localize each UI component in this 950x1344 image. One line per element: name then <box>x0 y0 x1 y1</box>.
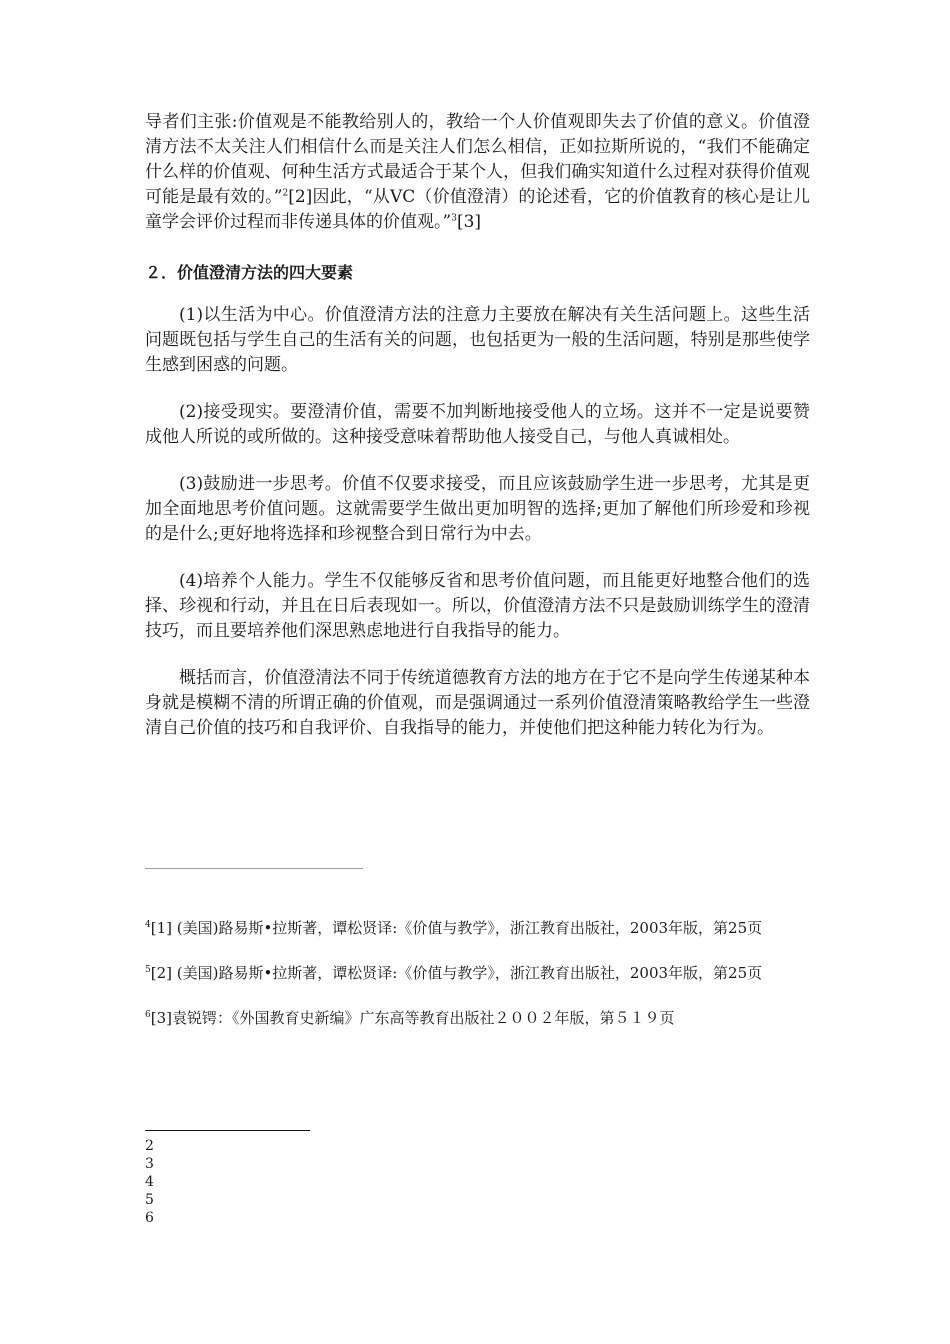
footnote-marker: 5 <box>145 965 151 975</box>
note-ref-2[interactable]: 2 <box>282 188 289 199</box>
section-heading: ２．价值澄清方法的四大要素 <box>145 263 354 282</box>
footnotes <box>145 916 810 1051</box>
intro-text-2: [2]因此，“从VC（价值澄清）的论述看，它的价值教育的核心是让儿童学会评价过程而非传递具体的价值观。” <box>145 187 810 232</box>
paragraph-accept-reality: (2)接受现实。要澄清价值，需要不加判断地接受他人的立场。这并不一定是说要赞成他人所说的或所做的。这种接受意味着帮助他人接受自己，与他人真诚相处。 <box>145 402 810 447</box>
endnote-number[interactable]: 4 <box>145 1174 154 1190</box>
intro-paragraph <box>145 110 810 235</box>
paragraph-encourage-thinking: (3)鼓励进一步思考。价值不仅要求接受，而且应该鼓励学生进一步思考，尤其是更加全面地思考价值问题。这就需要学生做出更加明智的选择;更加了解他们所珍爱和珍视的是什么;更好地将选择和珍视整合到日常行为中去。 <box>145 474 810 544</box>
endnote-number[interactable]: 3 <box>145 1156 154 1172</box>
note-ref-3[interactable]: 3 <box>451 213 457 224</box>
paragraph-personal-ability: (4)培养个人能力。学生不仅能够反省和思考价值问题，而且能更好地整合他们的选择、珍视和行动，并且在日后表现如一。所以，价值澄清方法不只是鼓励训练学生的澄清技巧，而且要培养他们深思熟虑地进行自我指导的能力。 <box>145 571 810 641</box>
footnote-item <box>145 961 810 986</box>
footnote-text: [2] (美国)路易斯•拉斯著，谭松贤译:《价值与教学》，浙江教育出版社，2003年版，第25页 <box>150 964 763 982</box>
endnote-number[interactable]: 2 <box>145 1138 154 1154</box>
endnote-numbers <box>145 1137 154 1227</box>
footnote-item <box>145 916 810 941</box>
footnote-separator <box>145 868 363 869</box>
endnote-number[interactable]: 5 <box>145 1192 154 1208</box>
endnote-number[interactable]: 6 <box>145 1210 154 1226</box>
intro-text: 导者们主张:价值观是不能教给别人的，教给一个人价值观即失去了价值的意义。价值澄清方法不太关注人们相信什么而是关注人们怎么相信，正如拉斯所说的，“我们不能确定什么样的价值观、何种生活方式最适合于某个人，但我们确实知道什么过程对获得价值观可能是最有效的。” <box>145 112 810 207</box>
paragraph-summary: 概括而言，价值澄清法不同于传统道德教育方法的地方在于它不是向学生传递某种本身就是模糊不清的所谓正确的价值观，而是强调通过一系列价值澄清策略教给学生一些澄清自己价值的技巧和自我评价、自我指导的能力，并使他们把这种能力转化为行为。 <box>145 668 810 738</box>
footnote-item <box>145 1006 810 1031</box>
footnote-text: [3]袁锐锷：《外国教育史新编》广东高等教育出版社２００２年版，第５１９页 <box>150 1009 675 1027</box>
footnote-marker: 6 <box>145 1010 151 1020</box>
paragraph-life-centered: (1)以生活为中心。价值澄清方法的注意力主要放在解决有关生活问题上。这些生活问题既包括与学生自己的生活有关的问题，也包括更为一般的生活问题，特别是那些使学生感到困惑的问题。 <box>145 305 810 375</box>
document-body <box>145 110 810 763</box>
endnote-separator <box>145 1130 310 1131</box>
intro-text-3: [3] <box>456 212 482 232</box>
footnote-marker: 4 <box>145 920 151 930</box>
footnote-text: [1] (美国)路易斯•拉斯著，谭松贤译:《价值与教学》，浙江教育出版社，2003年版，第25页 <box>150 919 763 937</box>
